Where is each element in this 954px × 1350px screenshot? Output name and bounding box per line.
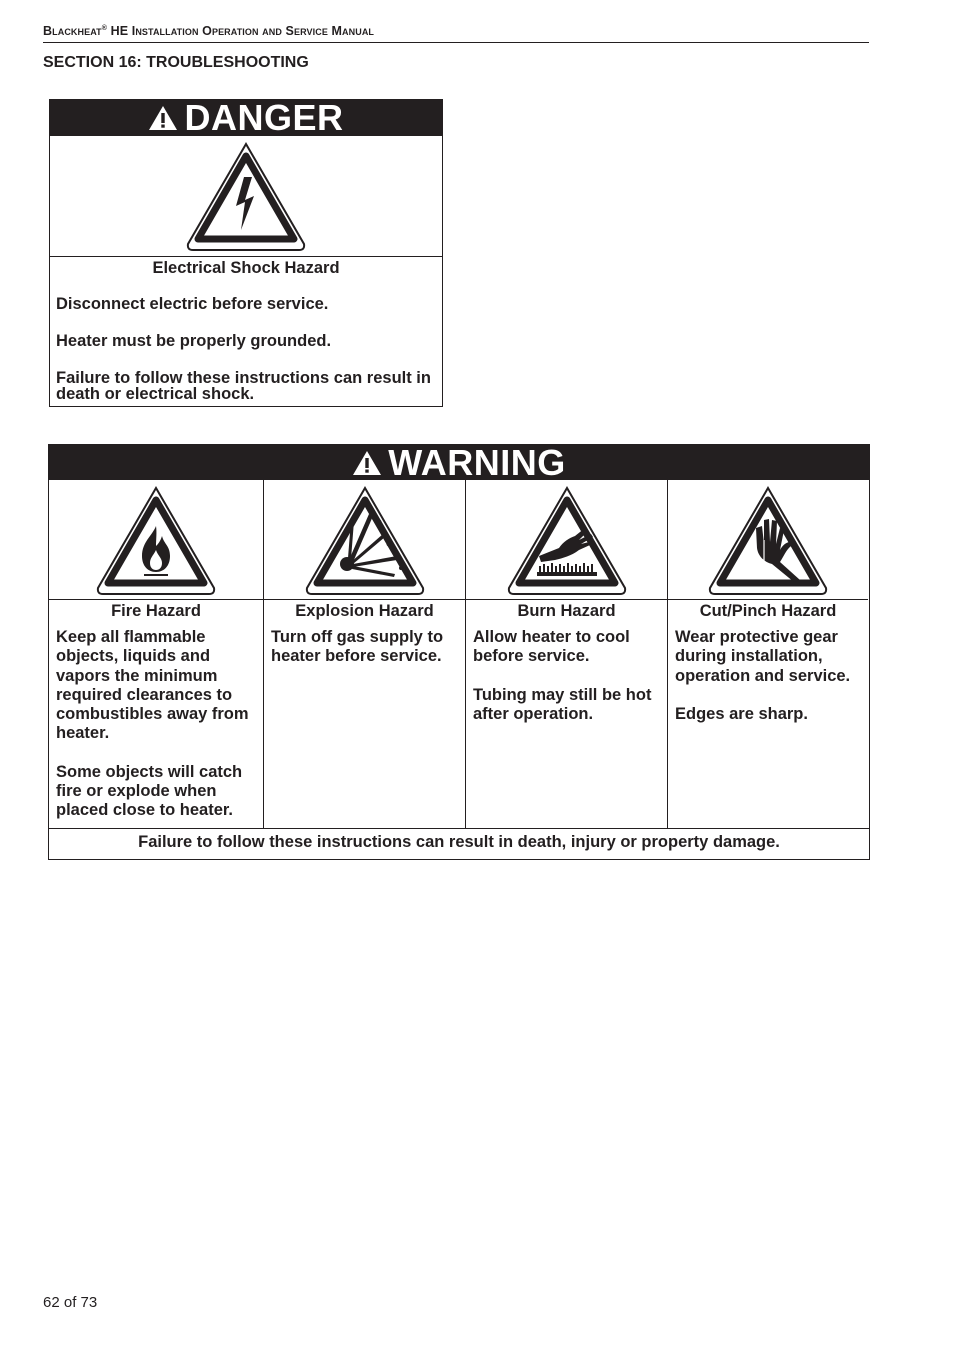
hazard-column-burn xyxy=(466,480,668,828)
danger-banner-text: DANGER xyxy=(184,97,344,138)
danger-line-1: Disconnect electric before service. xyxy=(56,295,329,313)
fire-hazard-heading: Fire Hazard xyxy=(111,602,201,620)
alert-triangle-icon xyxy=(352,450,382,476)
danger-line-2: Heater must be properly grounded. xyxy=(56,332,332,350)
header-brand: Blackheat xyxy=(43,24,102,38)
explosion-hazard-text-1: Turn off gas supply to heater before service. xyxy=(271,628,444,666)
burn-hazard-icon xyxy=(466,480,667,600)
warning-banner xyxy=(49,441,869,483)
header-reg: ® xyxy=(101,24,108,32)
warning-footer: Failure to follow these instructions can result in death, injury or property damage. xyxy=(138,833,780,851)
burn-hazard-heading: Burn Hazard xyxy=(517,602,616,620)
alert-triangle-icon xyxy=(148,105,178,131)
header-title: HE Installation Operation and Service Manual xyxy=(107,24,375,38)
danger-box xyxy=(49,99,443,407)
burn-hazard-text-2: Tubing may still be hot after operation. xyxy=(473,685,652,723)
cut-pinch-hazard-heading: Cut/Pinch Hazard xyxy=(699,602,837,620)
danger-heading: Electrical Shock Hazard xyxy=(152,259,340,277)
burn-hazard-text-1: Allow heater to cool before service. xyxy=(473,628,630,666)
hazard-column-explosion xyxy=(264,480,466,828)
explosion-hazard-icon xyxy=(264,480,465,600)
hazard-column-fire xyxy=(49,480,264,828)
hazard-columns xyxy=(49,480,869,829)
danger-banner xyxy=(50,97,442,138)
fire-hazard-icon xyxy=(49,480,263,600)
section-title: SECTION 16: TROUBLESHOOTING xyxy=(43,54,309,71)
cut-pinch-hazard-text-1: Wear protective gear during installation, operation and service. xyxy=(675,628,851,685)
warning-box xyxy=(48,441,870,860)
hazard-column-cut-pinch xyxy=(668,480,868,828)
explosion-hazard-heading: Explosion Hazard xyxy=(295,602,434,620)
fire-hazard-text-2: Some objects will catch fire or explode when placed close to heater. xyxy=(56,762,243,820)
danger-line-3: Failure to follow these instructions can result in death or electrical shock. xyxy=(56,369,431,403)
page-number: 62 of 73 xyxy=(43,1294,98,1311)
manual-header xyxy=(43,24,869,43)
electrical-shock-icon xyxy=(50,136,442,257)
danger-body xyxy=(50,257,442,402)
cut-pinch-hazard-icon xyxy=(668,480,868,600)
cut-pinch-hazard-text-2: Edges are sharp. xyxy=(675,704,808,723)
fire-hazard-text-1: Keep all flammable objects, liquids and vapors the minimum required clearances to combustibles away from heater. xyxy=(56,628,249,743)
warning-banner-text: WARNING xyxy=(388,441,566,483)
